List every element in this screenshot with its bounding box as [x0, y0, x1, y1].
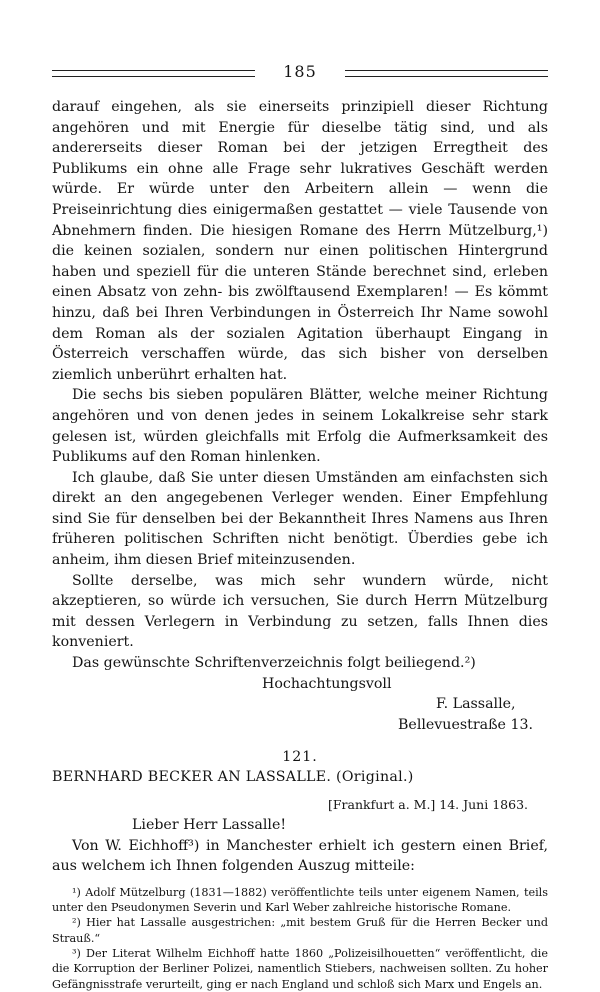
footnotes — [52, 885, 548, 992]
header-rule-right — [345, 70, 548, 77]
letter-first-paragraph: Von W. Eichhoff³) in Manchester erhielt ich gestern einen Brief, aus welchem ich Ihnen folgenden Auszug mitteile: — [52, 837, 548, 875]
footnote-1: ¹) Adolf Mützelburg (1831—1882) veröffentlichte teils unter eigenem Namen, teils unter den Pseudonymen Severin und Karl Weber zahlreiche historische Romane. — [52, 885, 548, 915]
section-title: BERNHARD BECKER AN LASSALLE. (Original.) — [52, 769, 414, 786]
paragraph-5: Das gewünschte Schriftenverzeichnis folgt beiliegend.²) — [72, 655, 476, 672]
letter-dateline: [Frankfurt a. M.] 14. Juni 1863. — [328, 797, 528, 812]
letter-closing: Hochachtungsvoll — [262, 675, 392, 692]
paragraph-3: Ich glaube, daß Sie unter diesen Umständen am einfachsten sich direkt an den angegebenen Verleger wenden. Einer Empfehlung sind Sie für denselben bei der Bekanntheit Ihres Namens aus Ihren früheren politischen Schriften nicht benötigt. Überdies gebe ich anheim, ihm diesen Brief miteinzusenden. — [52, 469, 548, 569]
page-body — [52, 97, 548, 992]
footnote-3: ³) Der Literat Wilhelm Eichhoff hatte 1860 „Polizeisilhouetten“ veröffentlicht, die die Korruption der Berliner Polizei, namentlich Stiebers, nachweisen sollten. Zu hoher Gefängnisstrafe verurteilt, ging er nach England und schloß sich Marx und Engels an. — [52, 946, 548, 991]
letter-salutation: Lieber Herr Lassalle! — [132, 817, 287, 833]
page-number: 185 — [283, 62, 317, 81]
paragraph-2: Die sechs bis sieben populären Blätter, welche meiner Richtung angehören und von denen jedes in seinem Lokalkreise sehr stark gelesen ist, würden gleichfalls mit Erfolg die Aufmerksamkeit des Publikums auf den Roman hinlenken. — [52, 387, 548, 466]
header-rule-left — [52, 70, 255, 77]
paragraph-1: darauf eingehen, als sie einerseits prinzipiell dieser Richtung angehören und mit Energie für dieselbe tätig sind, und als andererseits dieser Roman bei der jetzigen Erregtheit des Publikums ein ohne alle Frage sehr lukratives Geschäft werden würde. Er würde unter den Arbeitern allein — wenn die Preiseinrichtung dies einigermaßen gestattet — viele Tausende von Abnehmern finden. Die hiesigen Romane des Herrn Mützelburg,¹) die keinen sozialen, sondern nur einen politischen Hintergrund haben und speziell für die unteren Stände berechnet sind, erleben einen Absatz von zehn- bis zwölftausend Exemplaren! — Es kömmt hinzu, daß bei Ihren Verbindungen in Österreich Ihr Name sowohl dem Roman als der sozialen Agitation überhaupt Eingang in Österreich verschaffen würde, das sich bisher von derselben ziemlich unberührt erhalten hat. — [52, 99, 548, 383]
footnote-2: ²) Hier hat Lassalle ausgestrichen: „mit bestem Gruß für die Herren Becker und Strauß.“ — [52, 916, 548, 945]
signature-address: Bellevuestraße 13. — [398, 716, 534, 733]
paragraph-4: Sollte derselbe, was mich sehr wundern würde, nicht akzeptieren, so würde ich versuchen, Sie durch Herrn Mützelburg mit dessen Verlegern in Verbindung zu setzen, falls Ihnen dies konveniert. — [52, 572, 548, 651]
signature-name: F. Lassalle, — [436, 696, 516, 713]
page-header — [52, 62, 548, 86]
section-number: 121. — [282, 749, 318, 766]
